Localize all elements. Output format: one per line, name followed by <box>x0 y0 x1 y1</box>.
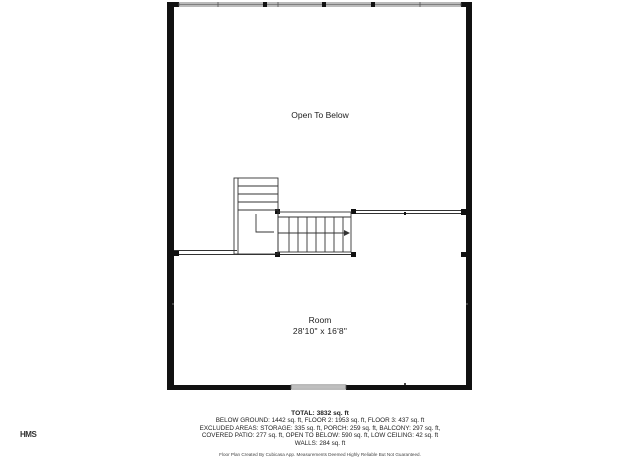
wall-bottom-left <box>167 385 291 390</box>
room-label: Room <box>308 315 332 325</box>
wall-top-left <box>167 2 179 7</box>
wall-left <box>167 2 174 390</box>
upper-staircase <box>234 178 278 254</box>
open-to-below-label: Open To Below <box>291 110 349 120</box>
summary-line: COVERED PATIO: 277 sq. ft, OPEN TO BELOW: 590 sq. ft, LOW CEILING: 42 sq. ft <box>201 432 439 440</box>
lower-staircase <box>278 212 351 252</box>
footer-disclaimer: Floor Plan Created By Cubicasa App. Measurements Deemed Highly Reliable But Not Guaranteed. <box>219 452 421 457</box>
wall-top-right <box>461 2 472 7</box>
stair-arrow-line <box>256 214 274 232</box>
summary-line: EXCLUDED AREAS: STORAGE: 335 sq. ft, PORCH: 259 sq. ft, BALCONY: 297 sq. ft, <box>199 424 441 432</box>
top-windows <box>179 2 461 7</box>
wall-bottom-right <box>346 385 472 390</box>
stair-arrowhead-icon <box>344 230 350 236</box>
room-dimensions: 28'10" x 16'8" <box>292 326 348 336</box>
summary-line: BELOW GROUND: 1442 sq. ft, FLOOR 2: 1953 sq. ft, FLOOR 3: 437 sq. ft <box>215 417 425 425</box>
summary-line: WALLS: 284 sq. ft <box>294 439 346 447</box>
hms-logo-icon: HMS <box>20 430 37 439</box>
wall-right <box>466 2 472 390</box>
area-summary <box>150 410 490 447</box>
total-area: TOTAL: 3832 sq. ft <box>291 410 349 417</box>
bottom-window <box>291 385 346 389</box>
